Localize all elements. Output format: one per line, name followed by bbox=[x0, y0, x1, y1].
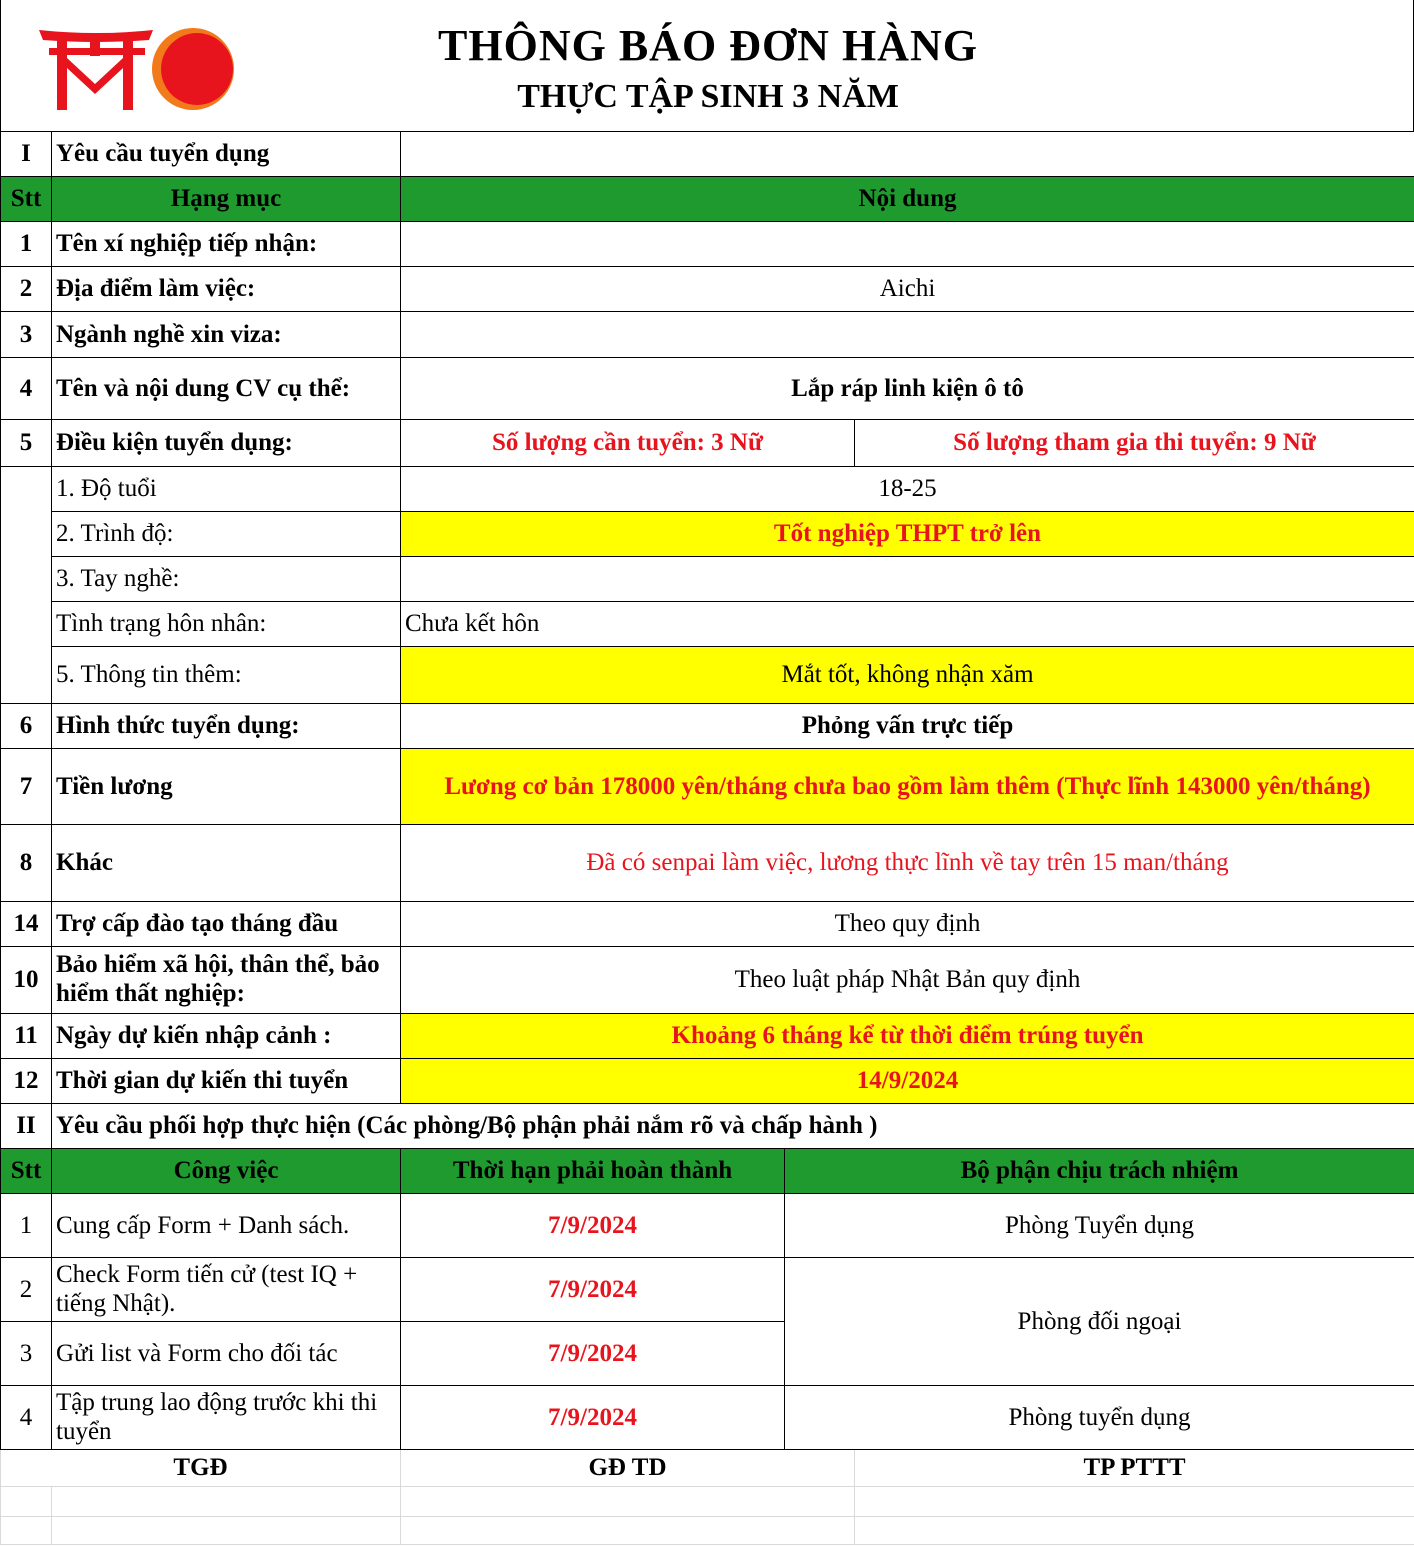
document-title: THÔNG BÁO ĐƠN HÀNG bbox=[438, 21, 978, 70]
signature-row bbox=[1, 1450, 1414, 1487]
task-row: 1 Cung cấp Form + Danh sách. 7/9/2024 Phòng Tuyển dụng bbox=[1, 1194, 1414, 1258]
order-table bbox=[0, 131, 1414, 1545]
table-row: 8 Khác Đã có senpai làm việc, lương thực lĩnh về tay trên 15 man/tháng bbox=[1, 825, 1414, 902]
section1-title: Yêu cầu tuyển dụng bbox=[52, 132, 401, 177]
table-row: 12 Thời gian dự kiến thi tuyển 14/9/2024 bbox=[1, 1059, 1414, 1104]
condition-item: 5. Thông tin thêm: Mắt tốt, không nhận xăm bbox=[1, 647, 1414, 704]
table-row: 10 Bảo hiểm xã hội, thân thể, bảo hiểm thất nghiệp: Theo luật pháp Nhật Bản quy định bbox=[1, 947, 1414, 1014]
task-row: 3 Gửi list và Form cho đối tác 7/9/2024 bbox=[1, 1322, 1414, 1386]
col-content: Nội dung bbox=[401, 177, 1414, 222]
col-item: Hạng mục bbox=[52, 177, 401, 222]
table-row: 2 Địa điểm làm việc: Aichi bbox=[1, 267, 1414, 312]
document-subtitle: THỰC TẬP SINH 3 NĂM bbox=[517, 78, 899, 115]
blank-row bbox=[1, 1487, 1414, 1517]
condition-item: 1. Độ tuổi 18-25 bbox=[1, 467, 1414, 512]
condition-item: 2. Trình độ: Tốt nghiệp THPT trở lên bbox=[1, 512, 1414, 557]
blank-row bbox=[1, 1517, 1414, 1545]
section1-number: I bbox=[1, 132, 52, 177]
table-row: 11 Ngày dự kiến nhập cảnh : Khoảng 6 tháng kể từ thời điểm trúng tuyển bbox=[1, 1014, 1414, 1059]
section1-heading-row bbox=[1, 132, 1414, 177]
quantity-needed: Số lượng cần tuyển: 3 Nữ bbox=[401, 420, 855, 467]
task-row: 4 Tập trung lao động trước khi thi tuyển 7/9/2024 Phòng tuyển dụng bbox=[1, 1386, 1414, 1450]
table-row: 4 Tên và nội dung CV cụ thể: Lắp ráp linh kiện ô tô bbox=[1, 358, 1414, 420]
document-header bbox=[0, 0, 1414, 131]
table-row: 6 Hình thức tuyển dụng: Phỏng vấn trực tiếp bbox=[1, 704, 1414, 749]
signature-tgd: TGĐ bbox=[1, 1450, 401, 1487]
salary-row: 7 Tiền lương Lương cơ bản 178000 yên/tháng chưa bao gồm làm thêm (Thực lĩnh 143000 yên/tháng) bbox=[1, 749, 1414, 825]
task-row: 2 Check Form tiến cử (test IQ + tiếng Nhật). 7/9/2024 Phòng đối ngoại bbox=[1, 1258, 1414, 1322]
signature-gdtd: GĐ TD bbox=[401, 1450, 855, 1487]
condition-item: Tình trạng hôn nhân: Chưa kết hôn bbox=[1, 602, 1414, 647]
section2-number: II bbox=[1, 1104, 52, 1149]
conditions-row: 5 Điều kiện tuyển dụng: Số lượng cần tuyển: 3 Nữ Số lượng tham gia thi tuyển: 9 Nữ bbox=[1, 420, 1414, 467]
section2-title: Yêu cầu phối hợp thực hiện (Các phòng/Bộ phận phải nắm rõ và chấp hành ) bbox=[52, 1104, 1414, 1149]
table-row: 14 Trợ cấp đào tạo tháng đầu Theo quy định bbox=[1, 902, 1414, 947]
section2-heading-row bbox=[1, 1104, 1414, 1149]
section1-column-header bbox=[1, 177, 1414, 222]
table-row: 1 Tên xí nghiệp tiếp nhận: bbox=[1, 222, 1414, 267]
signature-tppttt: TP PTTT bbox=[855, 1450, 1414, 1487]
condition-item: 3. Tay nghề: bbox=[1, 557, 1414, 602]
table-row: 3 Ngành nghề xin viza: bbox=[1, 312, 1414, 358]
section2-column-header: Stt Công việc Thời hạn phải hoàn thành Bộ phận chịu trách nhiệm bbox=[1, 1149, 1414, 1194]
quantity-exam: Số lượng tham gia thi tuyển: 9 Nữ bbox=[855, 420, 1414, 467]
col-stt: Stt bbox=[1, 177, 52, 222]
